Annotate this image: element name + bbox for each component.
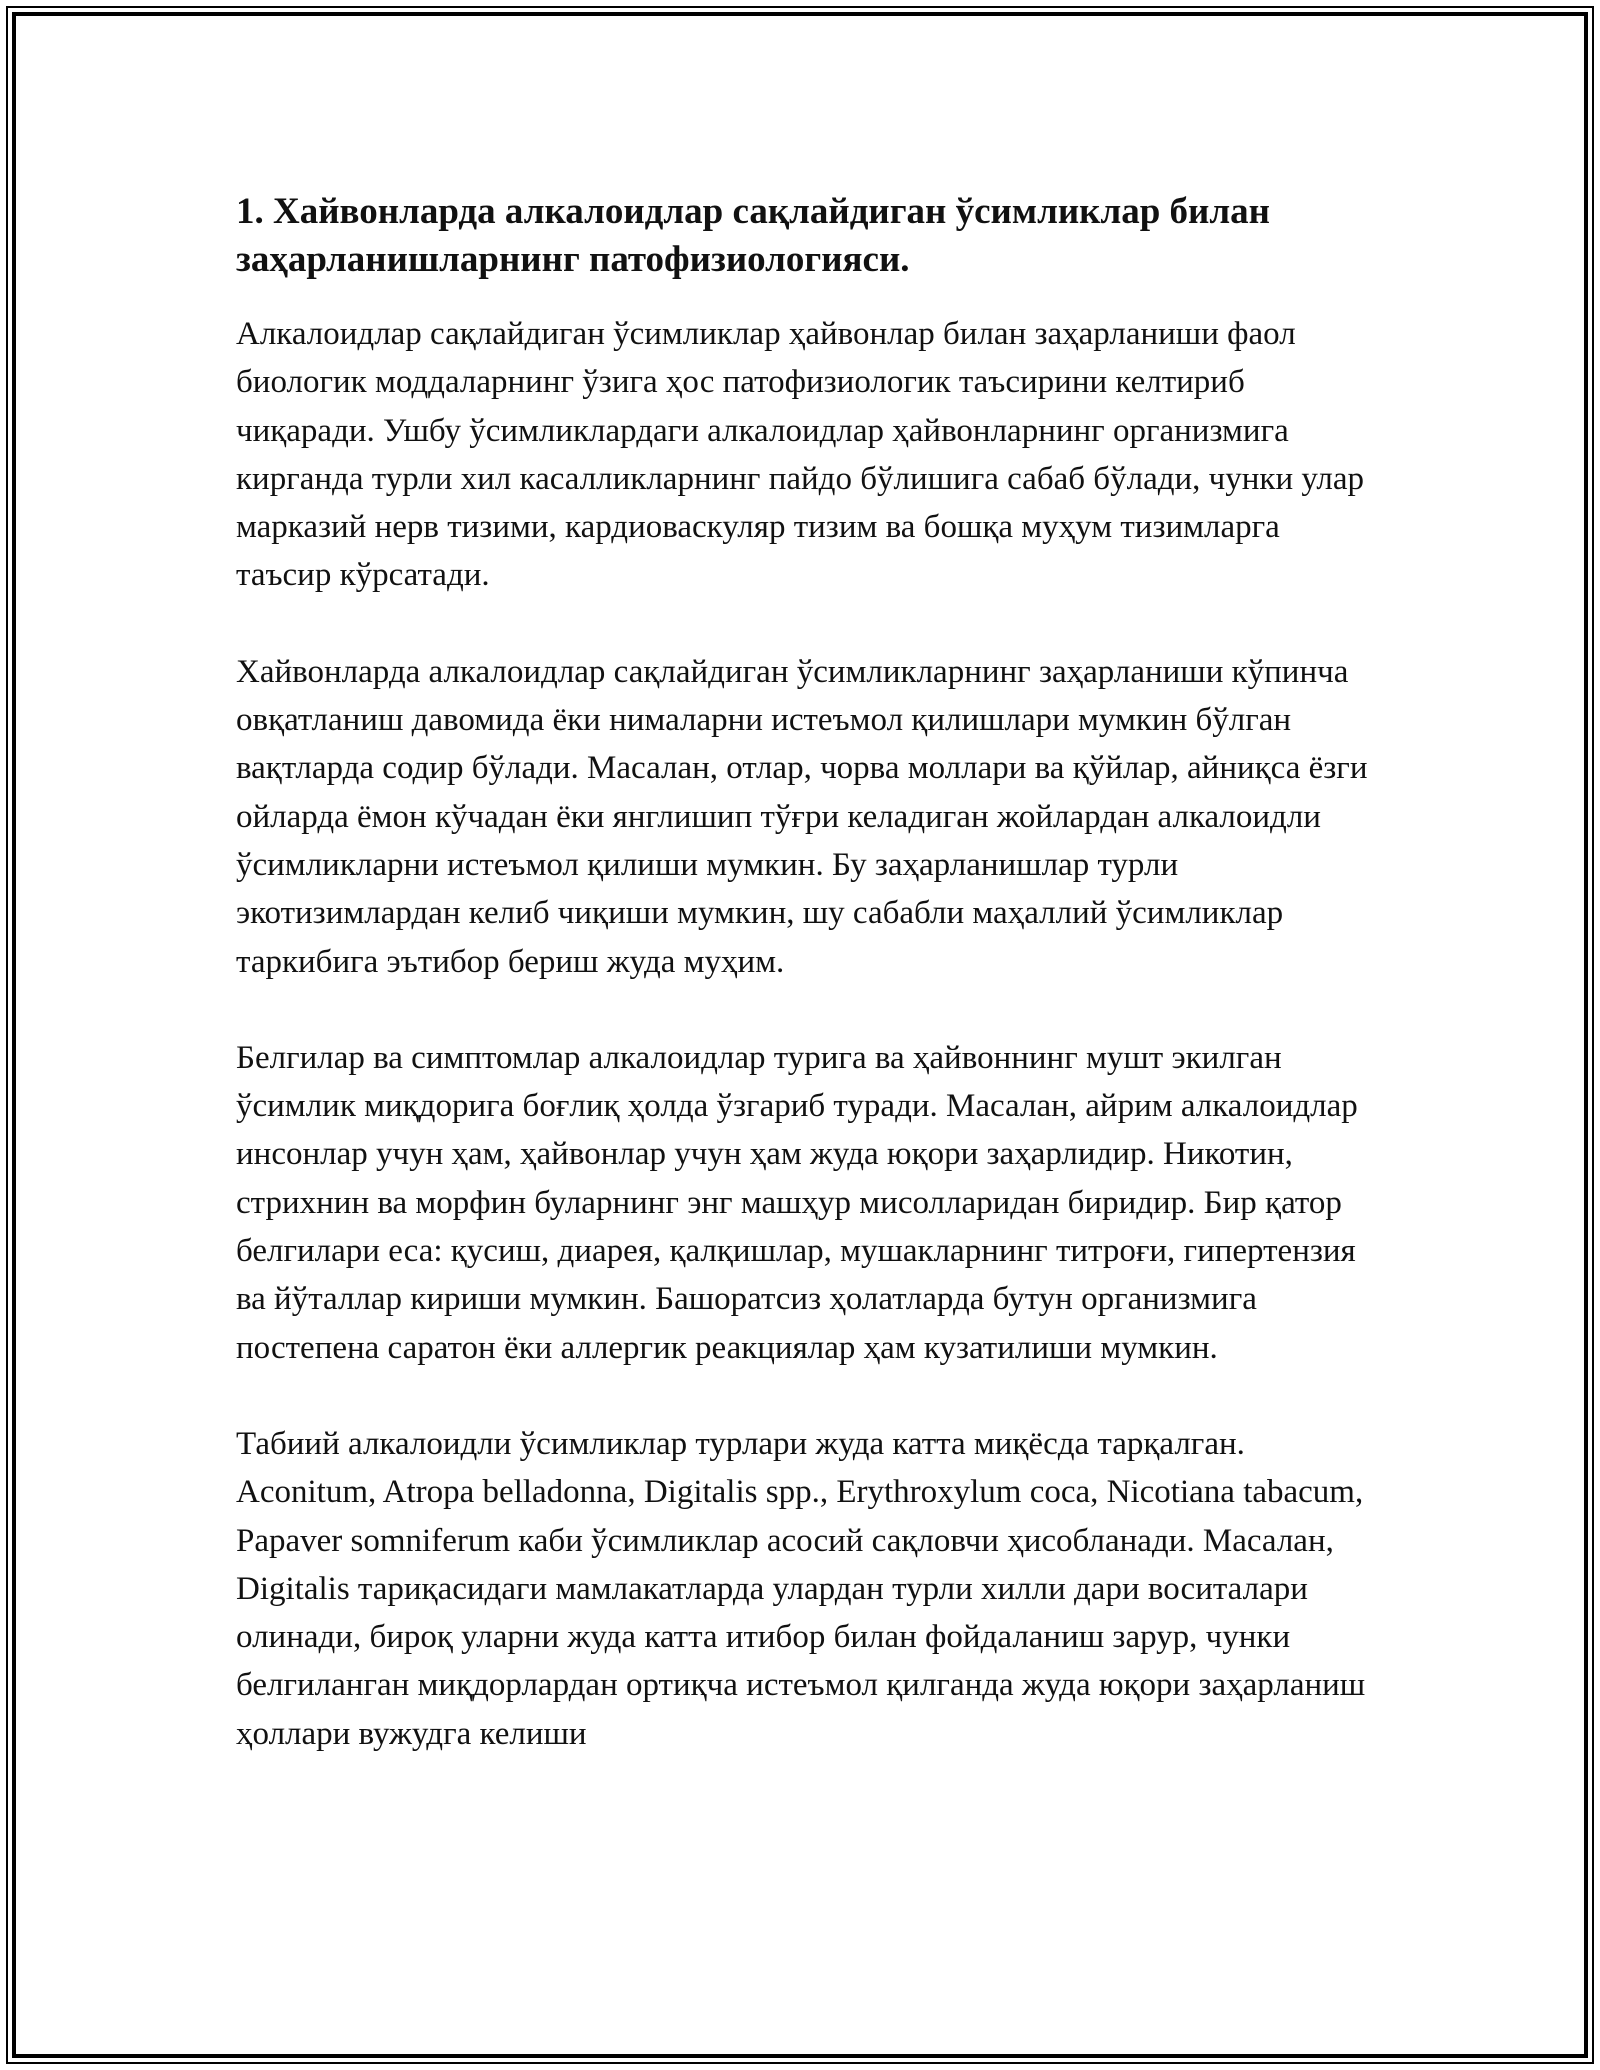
document-heading: 1. Хайвонларда алкалоидлар сақлайдиган ўсимликлар билан заҳарланишларнинг патофизиологияси. xyxy=(236,191,1270,280)
paragraph-1: Алкалоидлар сақлайдиган ўсимликлар ҳайвонлар билан заҳарланиши фаол биологик моддаларнинг ўзига ҳос патофизиологик таъсирини келтириб чиқаради. Ушбу ўсимликлардаги алкалоидлар ҳайвонларнинг организмига кирганда турли хил касалликларнинг пайдо бўлишига сабаб бўлади, чунки улар марказий нерв тизими, кардиоваскуляр тизим ва бошқа муҳум тизимларга таъсир кўрсатади. xyxy=(236,316,1365,594)
paragraph-2: Хайвонларда алкалоидлар сақлайдиган ўсимликларнинг заҳарланиши кўпинча овқатланиш давомида ёки нималарни истеъмол қилишлари мумкин бўлган вақтларда содир бўлади. Масалан, отлар, чорва моллари ва қўйлар, айниқса ёзги ойларда ёмон кўчадан ёки янглишип тўғри келадиган жойлардан алкалоидли ўсимликларни истеъмол қилиши мумкин. Бу заҳарланишлар турли экотизимлардан келиб чиқиши мумкин, шу сабабли маҳаллий ўсимликлар таркибига эътибор бериш жуда муҳим. xyxy=(236,653,1368,980)
paragraph-3: Белгилар ва симптомлар алкалоидлар турига ва ҳайвоннинг мушт экилган ўсимлик миқдорига боғлиқ ҳолда ўзгариб туради. Масалан, айрим алкалоидлар инсонлар учун ҳам, ҳайвонлар учун ҳам жуда юқори заҳарлидир. Никотин, стрихнин ва морфин буларнинг энг машҳур мисолларидан биридир. Бир қатор белгилари еса: қусиш, диарея, қалқишлар, мушакларнинг титроғи, гипертензия ва йўталлар кириши мумкин. Башоратсиз ҳолатларда бутун организмига постепена саратон ёки аллергик реакциялар ҳам кузатилиши мумкин. xyxy=(236,1039,1358,1366)
paragraph-4: Табиий алкалоидли ўсимликлар турлари жуда катта миқёсда тарқалган. Aconitum, Atropa belladonna, Digitalis spp., Erythroxylum coca, Nicotiana tabacum, Papaver somniferum каби ўсимликлар асосий сақловчи ҳисобланади. Масалан, Digitalis тариқасидаги мамлакатларда улардан турли хилли дари воситалари олинади, бироқ уларни жуда катта итибор билан фойдаланиш зарур, чунки белгиланган миқдорлардан ортиқча истеъмол қилганда жуда юқори заҳарланиш ҳоллари вужудга келиши xyxy=(236,1425,1366,1752)
document-content xyxy=(236,188,1376,1758)
